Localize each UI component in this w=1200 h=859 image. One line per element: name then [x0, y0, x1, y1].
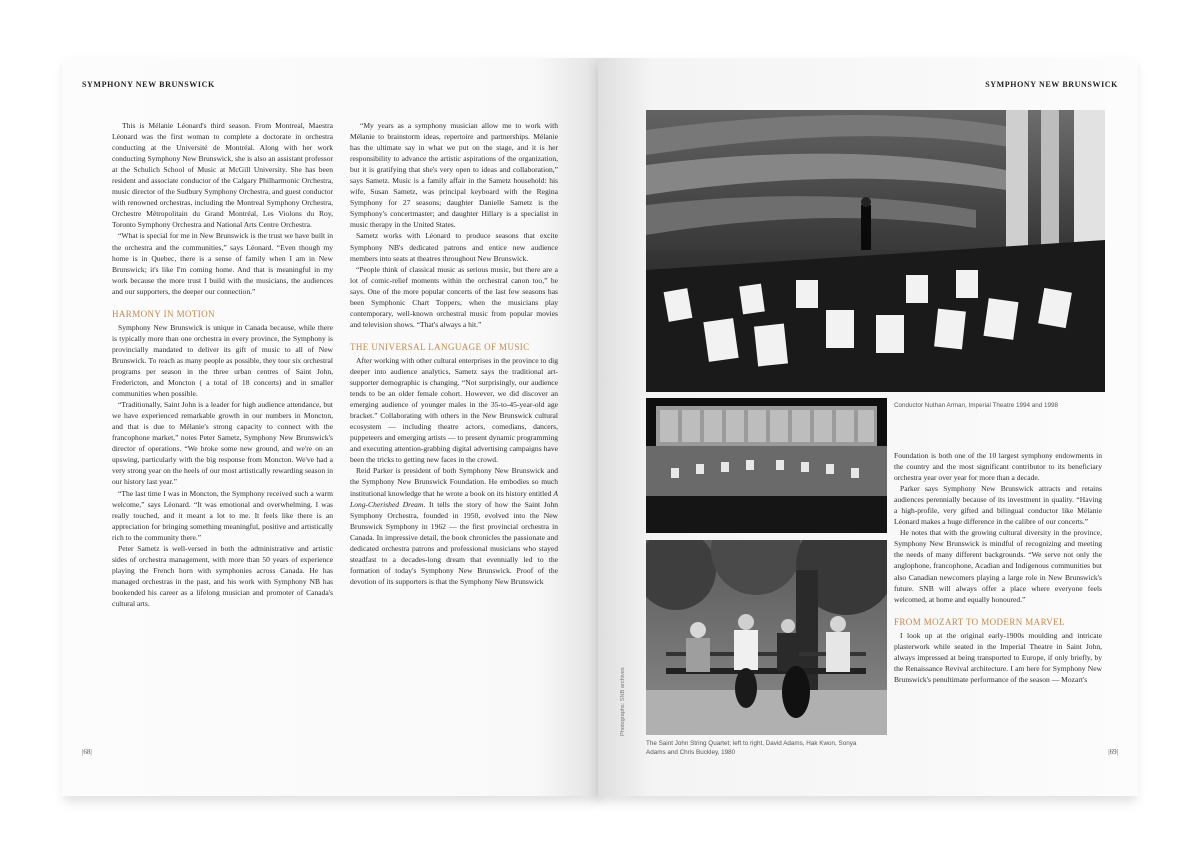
paragraph: I look up at the original early-1900s moulding and intricate plasterwork while seated in the Imperial Theatre in Saint John, always impressed at being transported to Europe, if only briefly, by the Renaissance Revival architecture. I am here for Symphony New Brunswick's penultimate performance of the season — Mozart's [894, 630, 1102, 684]
paragraph: He notes that with the growing cultural diversity in the province, Symphony New Brunswick is mindful of recognizing and meeting the needs of many different backgrounds. “We serve not only the anglophone, francophone, Acadian and Indigenous communities but also Canadian newcomers playing a large role in New Brunswick's future. SNB will always offer a place where everyone feels welcomed, at home and equally honoured.” [894, 528, 1102, 604]
left-page [62, 58, 598, 796]
running-head-left: SYMPHONY NEW BRUNSWICK [82, 80, 215, 89]
paragraph: “My years as a symphony musician allow me to work with Mélanie to brainstorm ideas, repertoire and partnerships. Mélanie has the ultimate say in what we put on the stage, and it is her responsibility to advance the artistic aspirations of the organization, but it is gratifying that she's very open to ideas and collaboration,” says Sametz. Music is a family affair in the Sametz household: his wife, Susan Sametz, was principal keyboard with the Regina Symphony for 27 seasons; daughter Danielle Sametz is the Symphony's concertmaster; and daughter Hillary is a specialist in music therapy in the United States. [350, 121, 558, 230]
orchestra-theatre-photo [646, 110, 1105, 392]
orchestra-theatre-image [646, 110, 1105, 392]
orchestra-stage-photo [646, 398, 887, 533]
paragraph: Peter Sametz is well-versed in both the administrative and artistic sides of orchestra management, with more than 50 years of experience playing the French horn with symphonies across Canada. He has managed orchestras in the past, and his work with Symphony NB has bookended his career as a lifelong musician and promoter of Canada's cultural arts. [112, 543, 333, 608]
section-heading: THE UNIVERSAL LANGUAGE OF MUSIC [350, 341, 530, 352]
paragraph: Sametz works with Léonard to produce seasons that excite Symphony NB's dedicated patrons and entice new audience members into seats at theatres throughout New Brunswick. [350, 231, 558, 263]
string-quartet-image [646, 540, 887, 735]
right-column [894, 450, 1102, 685]
string-quartet-photo [646, 540, 887, 735]
paragraph: Symphony New Brunswick is unique in Canada because, while there is typically more than one orchestra in every province, the Symphony is provincially mandated to deliver its gift of music to all of New Brunswick. To reach as many people as possible, they tour six orchestral programs per season in the three urban centres of Saint John, Fredericton, and Moncton ( a total of 18 concerts) and in smaller communities when possible. [112, 322, 333, 399]
paragraph-text: . It tells the story of how the Saint John Symphony Orchestra, founded in 1950, evolved into the New Brunswick Symphony in 1962 — the first provincial orchestra in Canada. In impressive detail, the book chronicles the passionate and dedicated orchestra patrons and professional musicians who stayed steadfast to a decades-long dream that eventually led to the formation of today's Symphony New Brunswick. Proof of the devotion of its supporters is that the Symphony New Brunswick [350, 499, 558, 586]
paragraph-text: Reid Parker is president of both Symphony New Brunswick and the Symphony New Brunswick Foundation. He embodies so much institutional knowledge that he wrote a book on its history entitled [350, 466, 558, 498]
paragraph: “People think of classical music as serious music, but there are a lot of comic-relief moments within the orchestral canon too,” he says. One of the more popular concerts of the last few seasons has been Symphonic Chart Toppers, when the musicians play contemporary, well-known orchestral music from popular movies and television shows. “That's always a hit.” [350, 264, 558, 329]
photo-credit: Photographs: SNB archives [620, 667, 626, 736]
paragraph: After working with other cultural enterprises in the province to dig deeper into audience analytics, Sametz says the traditional art-supporter demographic is changing. “Not surprisingly, our audience tends to be an older female cohort. However, we did discover an emerging audience of younger males in the 35-to-45-year-old age bracket.” Collaborating with others in the New Brunswick cultural ecosystem — including theatre actors, comedians, dancers, puppeteers and emerging artists — to present dynamic programming and executing attention-grabbing digital advertising campaigns have been the tricks to getting new faces in the crowd. [350, 355, 558, 465]
right-page [598, 58, 1138, 796]
section-heading: HARMONY IN MOTION [112, 308, 215, 319]
photo-caption-bottom: The Saint John String Quartet; left to right, David Adams, Hak Kwon, Sonya Adams and Chris Buckley, 1980 [646, 740, 857, 756]
paragraph: “The last time I was in Moncton, the Symphony received such a warm welcome,” says Léonard. “It was emotional and overwhelming. I was really touched, and it meant a lot to me. It feels like there is an appreciation for bringing something meaningful, positive and artistically rich to the community there.” [112, 488, 333, 542]
left-column-2 [350, 120, 558, 587]
paragraph: “Traditionally, Saint John is a leader for high audience attendance, but we have experienced remarkable growth in our numbers in Moncton, and that is due to Mélanie's strong capacity to connect with the francophone market,” notes Peter Sametz, Symphony New Brunswick's director of operations. “We broke some new ground, and we're on an upswing, particularly with the big response from Moncton. We've had a very strong year on the heels of our most artistically rewarding season in our history last year.” [112, 400, 333, 487]
paragraph [350, 465, 558, 587]
section-heading: FROM MOZART TO MODERN MARVEL [894, 616, 1065, 627]
photo-caption-top: Conductor Nuthan Arman, Imperial Theatre 1994 and 1998 [894, 402, 1059, 409]
paragraph: “What is special for me in New Brunswick is the trust we have built in the orchestra and the communities,” says Léonard. “Even though my home is in Quebec, there is a sense of family when I am in New Brunswick; it's like I'm coming home. And that is meaningful in my work because the more trust I build with the musicians, the audiences and our supporters, the deeper our connection.” [112, 231, 333, 296]
page-number-left: |68| [82, 748, 92, 756]
running-head-right: SYMPHONY NEW BRUNSWICK [985, 80, 1118, 89]
paragraph: This is Mélanie Léonard's third season. From Montreal, Maestra Léonard was the first woman to complete a doctorate in orchestra conducting at the Université de Montréal. Along with her work conducting Symphony New Brunswick, she is also an assistant professor at the Schulich School of Music at McGill University. She has been resident and associate conductor of the Calgary Philharmonic Orchestra, music director of the Sudbury Symphony Orchestra, and guest conductor with renowned orchestras, including the Montreal Symphony Orchestra, Orchestre Métropolitain du Grand Montréal, Les Violons du Roy, Toronto Symphony Orchestra and National Arts Centre Orchestra. [112, 121, 333, 230]
paragraph: Foundation is both one of the 10 largest symphony endowments in the country and the most significant contributor to its beneficiary orchestra year over year for more than a decade. [894, 451, 1102, 483]
left-column-1 [112, 120, 333, 609]
paragraph: Parker says Symphony New Brunswick attracts and retains audiences perennially because of its investment in quality. “Having a high-profile, very gifted and bilingual conductor like Mélanie Léonard makes a huge difference in the calibre of our concerts.” [894, 484, 1102, 527]
page-number-right: |69| [1108, 748, 1118, 756]
book-title: A Long-Cherished Dream [350, 488, 558, 509]
orchestra-stage-image [646, 398, 887, 533]
